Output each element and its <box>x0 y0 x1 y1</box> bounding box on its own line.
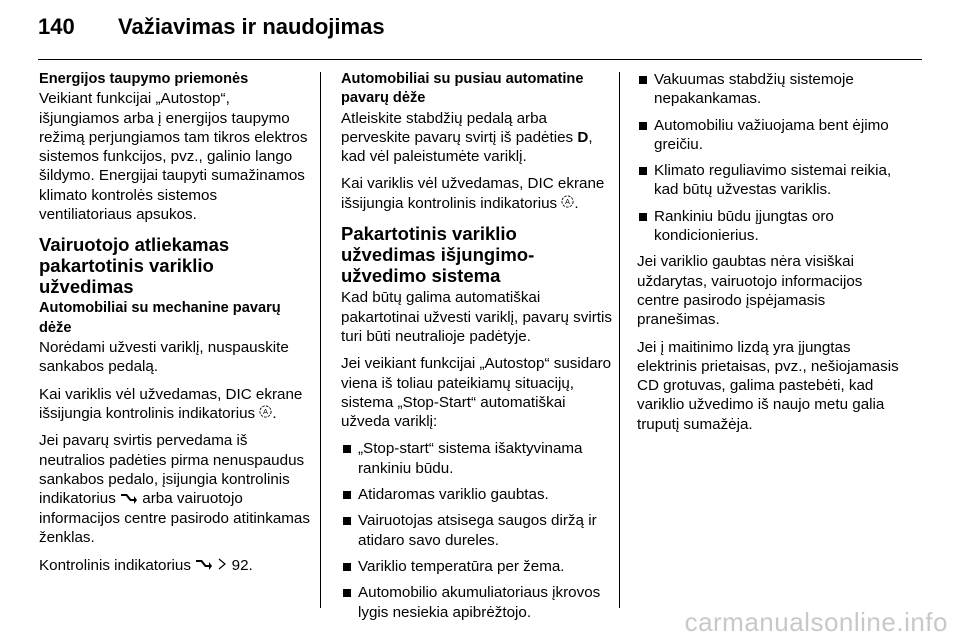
heading-energy: Energijos taupymo priemonės <box>39 71 249 87</box>
header-rule <box>38 59 922 60</box>
column-divider-2 <box>619 72 620 608</box>
list-item: Atidaromas variklio gaubtas. <box>341 485 613 504</box>
list-item: „Stop-start“ sistema išaktyvinama rankiniu būdu. <box>341 439 613 478</box>
gear-shift-indicator-icon <box>120 490 138 509</box>
column-2 <box>341 70 613 629</box>
svg-text:A: A <box>263 407 269 417</box>
page-header <box>38 14 922 54</box>
gear-shift-indicator-icon <box>195 556 213 575</box>
paragraph-system-2: Jei veikiant funkcijai „Autostop“ susidaro viena iš toliau pateikiamų situacijų, sistema „Stop-Start“ automatiškai užveda variklį: <box>341 355 612 431</box>
list-item: Variklio temperatūra per žema. <box>341 557 613 576</box>
list-item: Vakuumas stabdžių sistemoje nepakankamas. <box>637 70 907 109</box>
heading-stop-start-restart: Pakartotinis variklio užvedimas išjungimo-užvedimo sistema <box>341 223 535 287</box>
bullet-square-icon <box>639 76 647 84</box>
list-item: Automobilio akumuliatoriaus įkrovos lygis nesiekia apibrėžtojo. <box>341 583 613 622</box>
bullet-square-icon <box>639 122 647 130</box>
paragraph-manual-1: Norėdami užvesti variklį, nuspauskite sankabos pedalą. <box>39 338 289 376</box>
bullet-square-icon <box>343 589 351 597</box>
autostop-icon <box>259 404 272 423</box>
bullet-square-icon <box>639 167 647 175</box>
column-divider-1 <box>320 72 321 608</box>
bullet-square-icon <box>343 563 351 571</box>
column-1 <box>39 70 311 583</box>
list-item: Rankiniu būdu įjungtas oro kondicionierius. <box>637 207 907 246</box>
autostop-icon <box>561 194 574 213</box>
page-reference-icon <box>217 556 227 575</box>
heading-semi-automatic: Automobiliai su pusiau automatine pavarų dėže <box>341 71 584 107</box>
list-item: Automobiliu važiuojama bent ėjimo greičiu. <box>637 116 907 155</box>
watermark: carmanualsonline.info <box>684 607 948 637</box>
paragraph-manual-2: Kai variklis vėl užvedamas, DIC ekrane išsijungia kontrolinis indikatorius A . <box>39 385 303 422</box>
heading-manual: Automobiliai su mechanine pavarų dėže <box>39 300 281 336</box>
list-item: Klimato reguliavimo sistemai reikia, kad būtų užvestas variklis. <box>637 161 907 200</box>
paragraph-hood-warning: Jei variklio gaubtas nėra visiškai uždarytas, vairuotojo informacijos centre pasirodo įspėjamasis pranešimas. <box>637 253 863 329</box>
page-number: 140 <box>38 14 75 39</box>
bullet-square-icon <box>343 445 351 453</box>
heading-restart: Vairuotojo atliekamas pakartotinis variklio užvedimas <box>39 234 230 298</box>
page-title: Važiavimas ir naudojimas <box>118 14 385 39</box>
bullet-square-icon <box>343 491 351 499</box>
paragraph-auto-1: Atleiskite stabdžių pedalą arba perveskite pavarų svirtį iš padėties D, kad vėl paleistumėte variklį. <box>341 109 593 166</box>
paragraph-auto-2: Kai variklis vėl užvedamas, DIC ekrane išsijungia kontrolinis indikatorius A . <box>341 175 605 212</box>
paragraph-system-1: Kad būtų galima automatiškai pakartotinai užvesti variklį, pavarų svirtis turi būti neutralioje padėtyje. <box>341 289 612 345</box>
list-item: Vairuotojas atsisega saugos diržą ir atidaro savo dureles. <box>341 511 613 550</box>
paragraph-power-outlet: Jei į maitinimo lizdą yra įjungtas elektrinis prietaisas, pvz., nešiojamasis CD grotuvas, galima pastebėti, kad variklio užvedimo iš naujo metu galia truputį sumažėja. <box>637 338 899 433</box>
column-3 <box>637 70 907 442</box>
svg-text:A: A <box>565 197 571 207</box>
paragraph-manual-3: Jei pavarų svirtis pervedama iš neutralios padėties pirma nenuspaudus sankabos pedalo, įsijungia kontrolinis indikatorius arba vairuotojo informacijos centre pasirodo atitinkamas ženklas. <box>39 432 310 547</box>
paragraph-manual-4: Kontrolinis indikatorius 92. <box>39 556 253 574</box>
paragraph-energy: Veikiant funkcijai „Autostop“, išjungiamos arba į energijos taupymo režimą perjungiamos tam tikros elektros sistemos funkcijos, pvz., galinio lango šildymo. Energijai taupyti sumažinamos klimato kontrolės sistemos ventiliatoriaus apsukos. <box>39 90 308 224</box>
bullet-square-icon <box>639 213 647 221</box>
bullet-square-icon <box>343 517 351 525</box>
